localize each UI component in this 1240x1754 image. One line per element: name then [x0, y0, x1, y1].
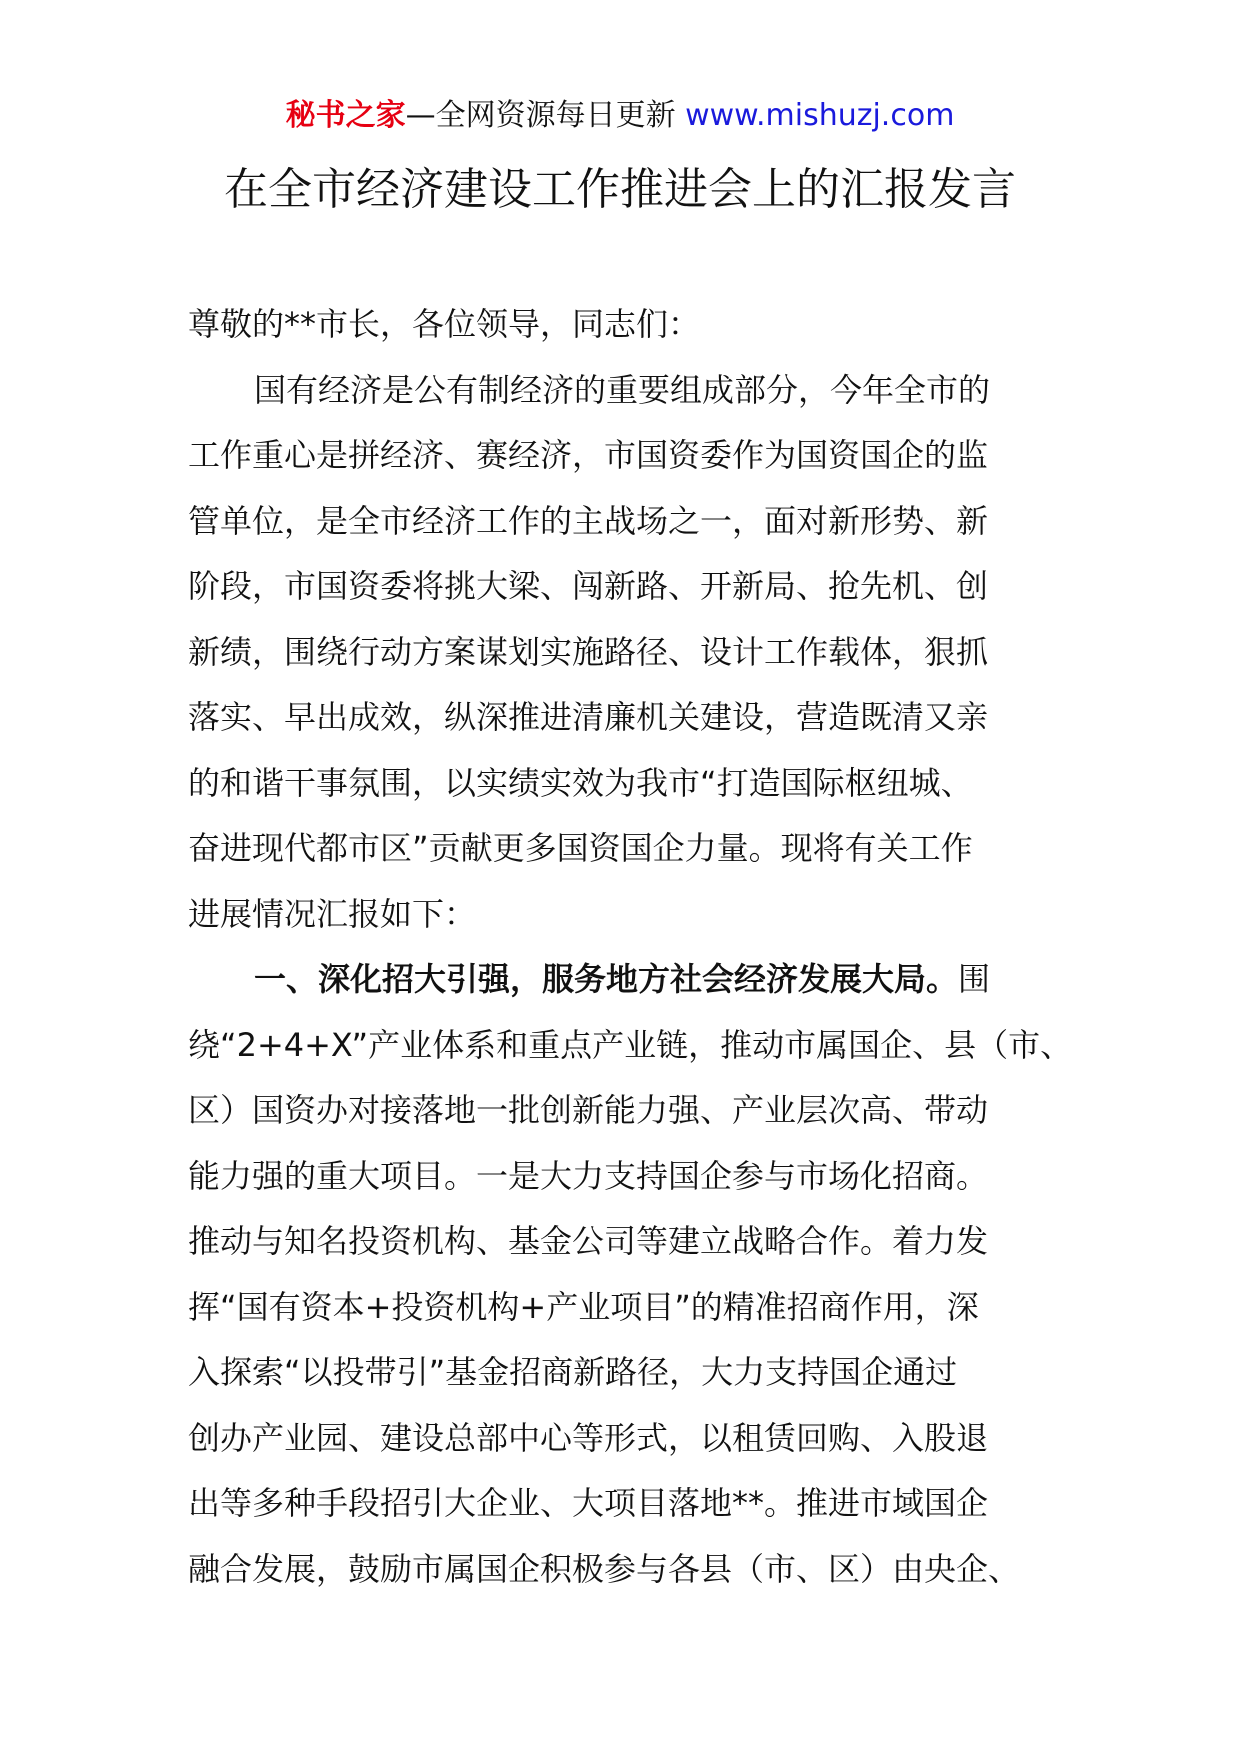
brand-name: 秘书之家 [285, 98, 406, 133]
paragraph-line: 进展情况汇报如下： [188, 894, 477, 933]
document-body [188, 292, 1073, 1602]
tagline: —全网资源每日更新 [405, 98, 676, 133]
paragraph-line: 出等多种手段招引大企业、大项目落地**。推进市域国企 [188, 1484, 989, 1522]
paragraph-line: 创办产业园、建设总部中心等形式，以租赁回购、入股退 [188, 1418, 989, 1457]
section-heading: 一、深化招大引强，服务地方社会经济发展大局。 [254, 960, 959, 998]
document-title: 在全市经济建设工作推进会上的汇报发言 [224, 164, 1016, 215]
paragraph-line: 的和谐干事氛围，以实绩实效为我市“打造国际枢纽城、 [188, 763, 973, 802]
paragraph-line: 管单位，是全市经济工作的主战场之一，面对新形势、新 [188, 501, 989, 540]
paragraph-line: 落实、早出成效，纵深推进清廉机关建设，营造既清又亲 [188, 698, 989, 736]
paragraph-line: 阶段，市国资委将挑大梁、闯新路、开新局、抢先机、创 [188, 567, 989, 605]
paragraph-line: 挥“国有资本+投资机构+产业项目”的精准招商作用，深 [188, 1287, 979, 1326]
paragraph-line: 工作重心是拼经济、赛经济，市国资委作为国资国企的监 [188, 436, 989, 474]
paragraph-line: 推动与知名投资机构、基金公司等建立战略合作。着力发 [188, 1222, 989, 1260]
section-heading-line [188, 947, 1048, 1013]
paragraph-line: 融合发展，鼓励市属国企积极参与各县（市、区）由央企、 [188, 1549, 1021, 1588]
paragraph-line: 绕“2+4+X”产业体系和重点产业链，推动市属国企、县（市、 [188, 1025, 1073, 1064]
paragraph-line: 新绩，围绕行动方案谋划实施路径、设计工作载体，狠抓 [188, 632, 989, 671]
section-heading-tail: 围 [958, 960, 991, 998]
paragraph-line: 国有经济是公有制经济的重要组成部分，今年全市的 [254, 370, 991, 409]
site-url-link[interactable]: www.mishuzj.com [675, 98, 955, 133]
site-header [0, 96, 1240, 136]
paragraph-line: 能力强的重大项目。一是大力支持国企参与市场化招商。 [188, 1156, 989, 1195]
paragraph-line: 区）国资办对接落地一批创新能力强、产业层次高、带动 [188, 1091, 989, 1129]
paragraph-line: 奋进现代都市区”贡献更多国资国企力量。现将有关工作 [188, 829, 973, 867]
salutation-line: 尊敬的**市长，各位领导，同志们： [188, 305, 701, 343]
paragraph-line: 入探索“以投带引”基金招商新路径，大力支持国企通过 [188, 1353, 958, 1391]
